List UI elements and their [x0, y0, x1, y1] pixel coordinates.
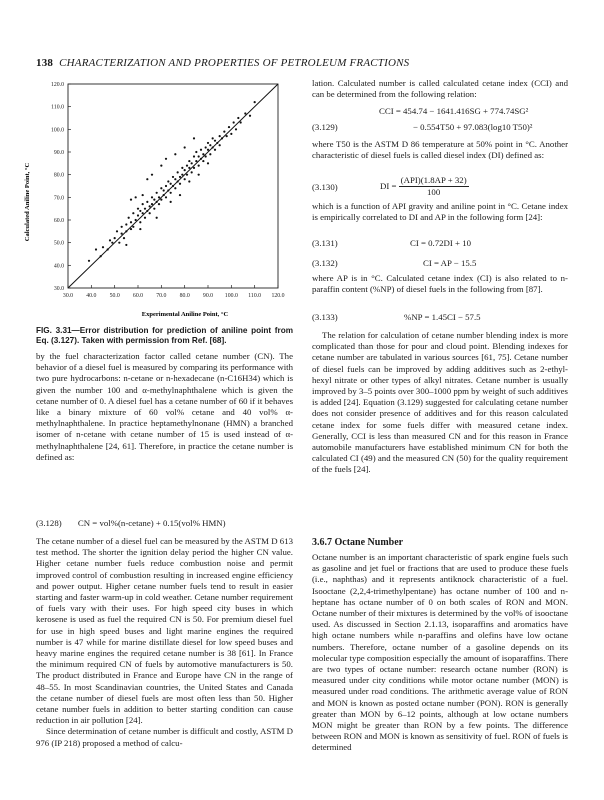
left-paragraph-2-text: The cetane number of a diesel fuel can be measured by the ASTM D 613 test method. The shorter the ignition delay period the higher CN value. Higher cetane number fuels reduce combustion noise and permit improved control of combustion resulting in increased engine efficiency and power output. Higher cetane number fuels tend to result in easier starting and faster warm-up in cold weather. Cetane number requirement of fuels vary with their uses. For high speed city buses in which kerosene is used as fuel the required CN is 50. For premium diesel fuel for use in high speed buses and light marine engines the required number is 47 while for marine distillate diesel for low speed buses and heavy marine engines the required cetane number is 38 [61]. In France the minimum required CN of fuels by automotive manufacturers is 50. The product distributed in France and Europe have CN in the range of 48–55. In most Scandinavian countries, the United States and Canada the cetane number of diesel fuels are most often less than 50. Higher cetane number fuels in addition to better starting condition can cause reduction in air pollution [24]. [36, 536, 293, 726]
data-point [172, 176, 174, 178]
figure-caption: FIG. 3.31—Error distribution for prediction of aniline point from Eq. (3.127). Taken with permission from Ref. [68]. [36, 326, 293, 345]
data-point [214, 140, 216, 142]
data-point [139, 228, 141, 230]
data-point [135, 219, 137, 221]
right-paragraph-4-text: where AP is in °C. Calculated cetane index (CI) is also related to n-paraffin content (%NP) of diesel fuels in the following from [87]. [312, 273, 568, 295]
y-tick-label: 120.0 [50, 82, 64, 88]
data-point [153, 208, 155, 210]
data-point [165, 158, 167, 160]
data-point [219, 144, 221, 146]
data-point [167, 180, 169, 182]
data-point [191, 162, 193, 164]
equation-3-129-number: (3.129) [312, 122, 338, 132]
right-paragraph-1 [312, 78, 568, 100]
data-point [142, 212, 144, 214]
data-point [163, 189, 165, 191]
data-point [170, 183, 172, 185]
data-point [235, 128, 237, 130]
data-point [100, 255, 102, 257]
data-point [158, 196, 160, 198]
data-point [142, 194, 144, 196]
data-point [156, 217, 158, 219]
data-point [137, 208, 139, 210]
data-point [125, 244, 127, 246]
data-point [107, 248, 109, 250]
data-point [200, 158, 202, 160]
data-point [205, 155, 207, 157]
data-point [212, 146, 214, 148]
equation-3-131-number: (3.131) [312, 238, 338, 248]
left-paragraph-1-text: by the fuel characterization factor called cetane number (CN). The behavior of a diesel fuel is measured by comparing its performance with two pure hydrocarbons: n-cetane or n-hexadecane (n-C16H34) which is given the number 100 and α-methylnaphthalene which is given the cetane number of 0. A diesel fuel has a cetane number of 60 if it behaves like a binary mixture of 60 vol% cetane and 40 vol% α-methylnaphthalene. In practice heptamethylnonane (HMN) a branched isomer of n-cetane with cetane number of 15 is used instead of α-methylnaphthalene [24, 61]. Therefore, in practice the cetane number is defined as: [36, 351, 293, 462]
x-tick-label: 60.0 [132, 293, 144, 299]
y-tick-label: 40.0 [53, 263, 64, 270]
data-point [207, 142, 209, 144]
right-paragraph-3-text: which is a function of API gravity and aniline point in °C. Cetane index is empirically correlated to DI and AP in the following form [24]: [312, 201, 568, 223]
equation-3-131-body: CI = 0.72DI + 10 [410, 238, 471, 248]
data-point [139, 221, 141, 223]
data-point [193, 137, 195, 139]
left-paragraph-1 [36, 351, 293, 463]
data-point [144, 208, 146, 210]
data-point [151, 203, 153, 205]
data-point [202, 153, 204, 155]
equation-3-128-number: (3.128) [36, 518, 62, 528]
data-point [195, 160, 197, 162]
data-point [130, 199, 132, 201]
data-point [186, 165, 188, 167]
data-point [160, 187, 162, 189]
data-point [223, 131, 225, 133]
data-point [214, 149, 216, 151]
data-point [179, 183, 181, 185]
scatter-figure [20, 78, 290, 328]
data-point [149, 205, 151, 207]
equation-3-130-lhs: DI = [380, 181, 397, 191]
equation-3-130-number: (3.130) [312, 182, 338, 192]
data-point [202, 160, 204, 162]
data-point [160, 165, 162, 167]
data-point [130, 228, 132, 230]
data-point [198, 155, 200, 157]
data-point [156, 192, 158, 194]
data-point [135, 196, 137, 198]
data-point [146, 201, 148, 203]
data-point [132, 212, 134, 214]
data-point [179, 194, 181, 196]
data-point [179, 176, 181, 178]
left-paragraph-2 [36, 536, 293, 749]
y-tick-label: 50.0 [53, 240, 64, 247]
equation-3-130-numerator: (API)(1.8AP + 32) [400, 175, 467, 185]
right-paragraph-1-text: lation. Calculated number is called calculated cetane index (CCI) and can be determined from the following relation: [312, 78, 568, 100]
data-point [254, 101, 256, 103]
x-tick-label: 80.0 [179, 293, 190, 299]
data-point [109, 239, 111, 241]
y-tick-label: 80.0 [53, 172, 64, 179]
data-point [212, 137, 214, 139]
data-point [95, 248, 97, 250]
data-point [114, 237, 116, 239]
data-point [219, 135, 221, 137]
y-axis-label: Calculated Aniline Point, °C [24, 162, 31, 242]
right-paragraph-6-text: Octane number is an important characteristic of spark engine fuels such as gasoline and jet fuel or fractions that are used to produce these fuels (i.e., naphthas) and it represents antiknock characteristic of a fuel. Isooctane (2,2,4-trimethylpentane) has octane number of 100 and n-heptane has octane number of 0 on both scales of RON and MON. Octane number of their mixtures is determined by the vol% of isooctane used. As discussed in Section 2.1.13, isoparaffins and aromatics have high octane numbers while n-paraffins and olefins have low octane numbers. Therefore, octane number of a gasoline depends on its molecular type composition especially the amount of isoparaffins. There are two types of octane number: research octane number (RON) is measured under city conditions while motor octane number (MON) is measured under road conditions. The arithmetic average value of RON and MON is known as posted octane number (PON). RON is generally greater than MON by 6–12 points, although at low octane numbers MON might be greater than RON by a few points. The difference between RON and MON is known as sensitivity of fuel. RON of fuels is determined [312, 552, 568, 753]
data-point [153, 199, 155, 201]
equation-3-129-line-1: CCI = 454.74 − 1641.416SG + 774.74SG² [379, 106, 529, 116]
data-point [170, 201, 172, 203]
data-point [244, 112, 246, 114]
data-point [158, 203, 160, 205]
x-tick-label: 120.0 [271, 293, 285, 299]
right-paragraph-2-text: where T50 is the ASTM D 86 temperature at 50% point in °C. Another characteristic of diesel fuels is called diesel index (DI) defined as: [312, 139, 568, 161]
data-point [144, 217, 146, 219]
right-paragraph-4 [312, 273, 568, 295]
y-tick-label: 100.0 [50, 127, 64, 134]
x-tick-label: 100.0 [224, 293, 238, 299]
data-point [160, 199, 162, 201]
data-point [184, 178, 186, 180]
page-number: 138 [36, 57, 54, 69]
data-point [128, 217, 130, 219]
data-point [188, 180, 190, 182]
x-axis-label: Experimental Aniline Point, °C [141, 311, 229, 318]
data-point [240, 121, 242, 123]
running-title: CHARACTERIZATION AND PROPERTIES OF PETROLEUM FRACTIONS [59, 57, 410, 69]
data-point [226, 135, 228, 137]
data-point [139, 210, 141, 212]
data-point [221, 137, 223, 139]
data-point [167, 189, 169, 191]
data-point [102, 246, 104, 248]
data-point [184, 169, 186, 171]
data-point [181, 174, 183, 176]
data-point [146, 210, 148, 212]
x-tick-label: 30.0 [62, 293, 74, 299]
data-point [116, 230, 118, 232]
data-point [177, 171, 179, 173]
data-point [156, 201, 158, 203]
equation-3-129-line-2: − 0.554T50 + 97.083(log10 T50)² [413, 122, 533, 132]
x-tick-label: 40.0 [86, 293, 97, 299]
data-point [198, 165, 200, 167]
data-point [188, 167, 190, 169]
section-heading: 3.6.7 Octane Number [312, 537, 404, 548]
equation-3-132-body: CI = AP − 15.5 [423, 258, 477, 268]
data-point [151, 196, 153, 198]
data-point [207, 162, 209, 164]
data-point [198, 174, 200, 176]
y-tick-label: 30.0 [53, 286, 64, 292]
data-point [191, 171, 193, 173]
data-point [174, 178, 176, 180]
data-point [177, 180, 179, 182]
data-point [205, 146, 207, 148]
data-point [193, 155, 195, 157]
right-paragraph-6 [312, 552, 568, 754]
y-tick-label: 60.0 [53, 218, 64, 224]
x-tick-label: 110.0 [248, 293, 262, 299]
right-paragraph-3 [312, 201, 568, 223]
x-tick-label: 90.0 [202, 293, 214, 299]
data-point [111, 242, 113, 244]
data-point [125, 230, 127, 232]
data-point [121, 226, 123, 228]
data-point [228, 126, 230, 128]
right-paragraph-2 [312, 139, 568, 161]
data-point [249, 115, 251, 117]
data-point [184, 146, 186, 148]
data-point [209, 153, 211, 155]
right-paragraph-5-text: The relation for calculation of cetane number blending index is more complicated than those for pour and cloud point. Blending indexes for cetane number are tabulated in various sources [61, 75]. Cetane number of diesel fuels can be improved by adding additives such as 2-ethyl-hexyl nitrate or other types of alkyl nitrates. Cetane number is usually improved by 3–5 points over 300–1000 ppm by weight of such additives is added [24]. Equation (3.129) suggested for calculating cetane number does not consider presence of additives and for this reason calculated cetane index for some fuels differ with measured cetane index. Generally, CCI is less than measured CN and for this reason in France automobile manufacturers have established minimum CN for both the calculated CI (49) and the measured CN (50) for the quality requirement of the fuels [24]. [312, 330, 568, 475]
data-point [146, 178, 148, 180]
data-point [142, 203, 144, 205]
left-paragraph-3-text: Since determination of cetane number is difficult and costly, ASTM D 976 (IP 218) proposed a method of calcu- [36, 726, 293, 748]
data-point [174, 187, 176, 189]
data-point [125, 223, 127, 225]
data-point [163, 194, 165, 196]
data-point [188, 160, 190, 162]
y-tick-label: 70.0 [53, 195, 64, 202]
equation-3-128-body: CN = vol%(n-cetane) + 0.15(vol% HMN) [77, 518, 226, 528]
y-tick-label: 90.0 [53, 150, 64, 156]
data-point [130, 221, 132, 223]
data-point [207, 149, 209, 151]
right-paragraph-5 [312, 330, 568, 476]
equation-3-130-denominator: 100 [427, 187, 441, 197]
data-point [195, 151, 197, 153]
data-point [237, 117, 239, 119]
equation-3-133-body: %NP = 1.45CI − 57.5 [404, 312, 481, 322]
data-point [132, 226, 134, 228]
equation-3-130-fraction [399, 175, 469, 198]
data-point [137, 214, 139, 216]
data-point [123, 237, 125, 239]
data-point [186, 174, 188, 176]
data-point [118, 242, 120, 244]
data-point [181, 167, 183, 169]
equation-3-133-number: (3.133) [312, 312, 338, 322]
data-point [149, 212, 151, 214]
data-point [230, 133, 232, 135]
data-point [174, 153, 176, 155]
data-point [165, 196, 167, 198]
data-point [151, 174, 153, 176]
data-point [165, 185, 167, 187]
equation-3-130 [380, 175, 469, 198]
y-tick-label: 110.0 [51, 104, 64, 111]
data-point [170, 192, 172, 194]
data-point [88, 260, 90, 262]
data-point [233, 121, 235, 123]
data-point [216, 142, 218, 144]
equation-3-128 [36, 518, 226, 529]
data-point [121, 233, 123, 235]
equation-3-132-number: (3.132) [312, 258, 338, 268]
x-tick-label: 70.0 [156, 293, 167, 299]
data-point [209, 144, 211, 146]
data-point [193, 167, 195, 169]
data-point [172, 185, 174, 187]
page-header [36, 57, 409, 69]
x-tick-label: 50.0 [109, 293, 120, 299]
data-point [200, 149, 202, 151]
